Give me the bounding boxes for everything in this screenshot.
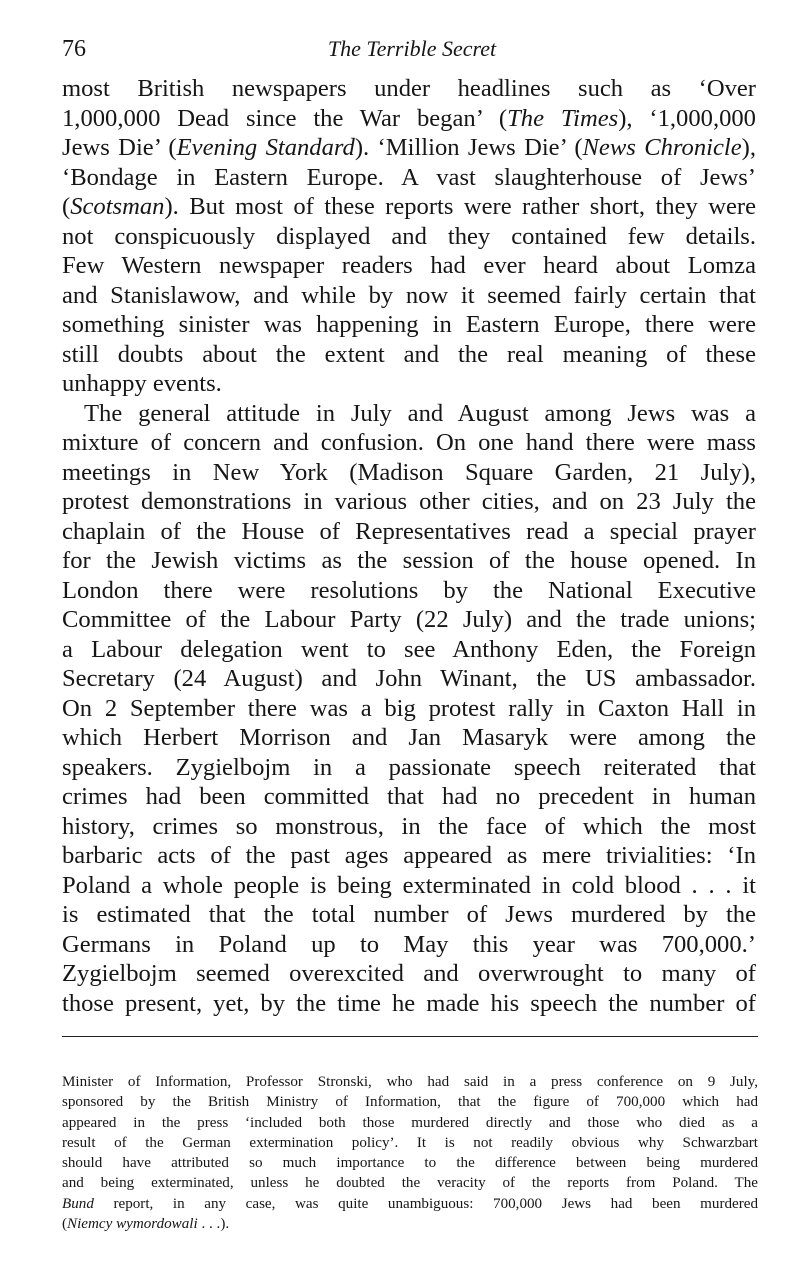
body-line: speakers. Zygielbojm in a passionate speech reiterated that <box>62 753 756 781</box>
body-line: Poland a whole people is being exterminated in cold blood . . . it <box>62 871 756 899</box>
footnote-line: appeared in the press ‘included both those murdered directly and those who died as a <box>62 1114 758 1131</box>
text-segment: ( <box>62 193 71 220</box>
body-line: and Stanislawow, and while by now it seemed fairly certain that <box>62 281 756 309</box>
footnote-line: sponsored by the British Ministry of Information, that the figure of 700,000 which had <box>62 1094 758 1111</box>
body-text <box>62 74 756 1018</box>
body-line: crimes had been committed that had no precedent in human <box>62 783 756 810</box>
body-line: not conspicuously displayed and they contained few details. <box>62 222 756 250</box>
italic-text: Niemcy wymordowali <box>67 1216 198 1233</box>
italic-text: News Chronicle <box>582 134 742 161</box>
body-line: The general attitude in July and August among Jews was a <box>84 399 756 427</box>
body-line: barbaric acts of the past ages appeared as mere trivialities: ‘In <box>62 842 756 869</box>
body-line: Zygielbojm seemed overexcited and overwrought to many of <box>62 960 756 987</box>
text-segment: ), ‘1,000,000 <box>618 104 756 132</box>
body-line: is estimated that the total number of Jews murdered by the <box>62 901 756 928</box>
text-segment: Jews Die’ ( <box>62 134 177 161</box>
page-header <box>62 36 762 68</box>
body-line: protest demonstrations in various other cities, and on 23 July the <box>62 488 756 515</box>
page-number: 76 <box>62 36 86 62</box>
footnote-line <box>62 1214 758 1234</box>
body-line: meetings in New York (Madison Square Garden, 21 July), <box>62 458 756 486</box>
body-line: Committee of the Labour Party (22 July) and the trade unions; <box>62 606 756 633</box>
body-line <box>62 192 756 222</box>
body-line: something sinister was happening in Eastern Europe, there were <box>62 311 756 338</box>
footnote-line: should have attributed so much importance to the difference between being murdered <box>62 1155 758 1172</box>
body-line: unhappy events. <box>62 370 222 397</box>
body-line: which Herbert Morrison and Jan Masaryk were among the <box>62 724 756 751</box>
footnote-line: Minister of Information, Professor Stronski, who had said in a press conference on 9 July, <box>62 1074 758 1090</box>
body-line: ‘Bondage in Eastern Europe. A vast slaughterhouse of Jews’ <box>62 163 756 191</box>
italic-text: Evening Standard <box>176 134 355 161</box>
footnote-line <box>62 1194 758 1214</box>
body-line: still doubts about the extent and the real meaning of these <box>62 340 756 368</box>
footnote-line: and being exterminated, unless he doubted the veracity of the reports from Poland. The <box>62 1175 758 1192</box>
body-line: for the Jewish victims as the session of the house opened. In <box>62 547 756 574</box>
body-line: Few Western newspaper readers had ever heard about Lomza <box>62 252 756 279</box>
body-line: Germans in Poland up to May this year was 700,000.’ <box>62 930 756 958</box>
text-segment: report, in any case, was quite unambiguous: 700,000 Jews had been murdered <box>93 1195 758 1212</box>
running-head: The Terrible Secret <box>327 36 497 61</box>
text-segment: ). But most of these reports were rather short, they were <box>164 193 756 220</box>
body-line <box>62 104 756 134</box>
text-segment: . . .). <box>197 1216 230 1233</box>
body-line: most British newspapers under headlines such as ‘Over <box>62 75 756 102</box>
footnote-rule <box>62 1036 758 1037</box>
body-line: mixture of concern and confusion. On one hand there were mass <box>62 429 756 456</box>
text-segment: ). ‘Million Jews Die’ ( <box>354 134 583 161</box>
footnote <box>62 1072 758 1234</box>
italic-text: Bund <box>62 1195 94 1212</box>
body-line: a Labour delegation went to see Anthony Eden, the Foreign <box>62 635 756 663</box>
italic-text: The Times <box>507 104 619 132</box>
body-line: On 2 September there was a big protest rally in Caxton Hall in <box>62 694 756 722</box>
text-segment: ), <box>741 134 756 161</box>
body-line: London there were resolutions by the National Executive <box>62 576 756 604</box>
text-segment: 1,000,000 Dead since the War began’ ( <box>62 104 508 132</box>
body-line: those present, yet, by the time he made his speech the number of <box>62 989 756 1017</box>
body-line: Secretary (24 August) and John Winant, the US ambassador. <box>62 665 756 692</box>
footnote-line: result of the German extermination policy’. It is not readily obvious why Schwarzbart <box>62 1134 758 1151</box>
text-segment: ( <box>62 1216 68 1233</box>
body-line: chaplain of the House of Representatives read a special prayer <box>62 517 756 545</box>
body-line: history, crimes so monstrous, in the face of which the most <box>62 812 756 840</box>
body-line <box>62 133 756 163</box>
italic-text: Scotsman <box>70 193 165 220</box>
